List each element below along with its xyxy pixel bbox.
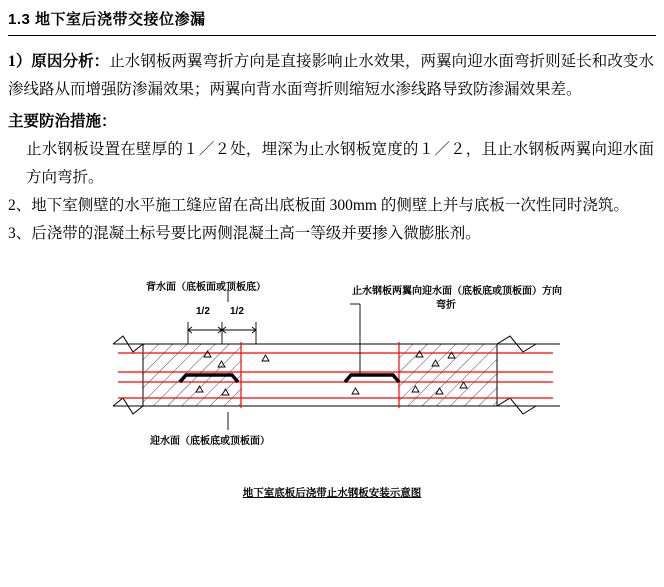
title-divider bbox=[8, 35, 656, 36]
cause-text: 止水钢板两翼弯折方向是直接影响止水效果，两翼向迎水面弯折则延长和改变水渗线路从而增强防渗漏效果；两翼向背水面弯折则缩短水渗线路导致防渗漏效果差。 bbox=[8, 53, 654, 98]
label-dimension-right: 1/2 bbox=[230, 306, 244, 317]
waterstop-plate-right bbox=[345, 375, 399, 382]
label-dimension-left: 1/2 bbox=[196, 306, 210, 317]
left-break-marks bbox=[113, 336, 143, 414]
label-backwater-face: 背水面（底板面或顶板底） bbox=[146, 282, 266, 293]
measure-item-3: 3、后浇带的混凝土标号要比两侧混凝土高一等级并要掺入微膨胀剂。 bbox=[8, 225, 481, 242]
right-break-marks bbox=[497, 336, 536, 414]
waterstop-diagram bbox=[0, 262, 664, 502]
cause-label: 1）原因分析： bbox=[8, 53, 110, 70]
label-waterstop-direction-line2: 弯折 bbox=[436, 300, 456, 311]
leader-line-waterstop bbox=[350, 304, 360, 374]
measure-item-1: 止水钢板设置在壁厚的１／２处，埋深为止水钢板宽度的１／２，且止水钢板两翼向迎水面方向弯折。 bbox=[26, 141, 654, 186]
figure-caption: 地下室底板后浇带止水钢板安装示意图 bbox=[242, 487, 422, 499]
measures-heading: 主要防治措施： bbox=[8, 113, 117, 130]
label-frontwater-face: 迎水面（底板底或顶板面） bbox=[150, 436, 270, 447]
measure-item-2: 2、地下室侧壁的水平施工缝应留在高出底板面 300mm 的侧壁上并与底板一次性同时浇筑。 bbox=[8, 197, 629, 214]
page-title: 1.3 地下室后浇带交接位渗漏 bbox=[8, 11, 206, 28]
dimension-lines bbox=[188, 322, 256, 344]
cause-paragraph bbox=[0, 48, 664, 104]
diagram-svg bbox=[0, 262, 664, 502]
label-waterstop-direction-line1: 止水钢板两翼向迎水面（底板底或顶板面）方向 bbox=[352, 286, 562, 297]
